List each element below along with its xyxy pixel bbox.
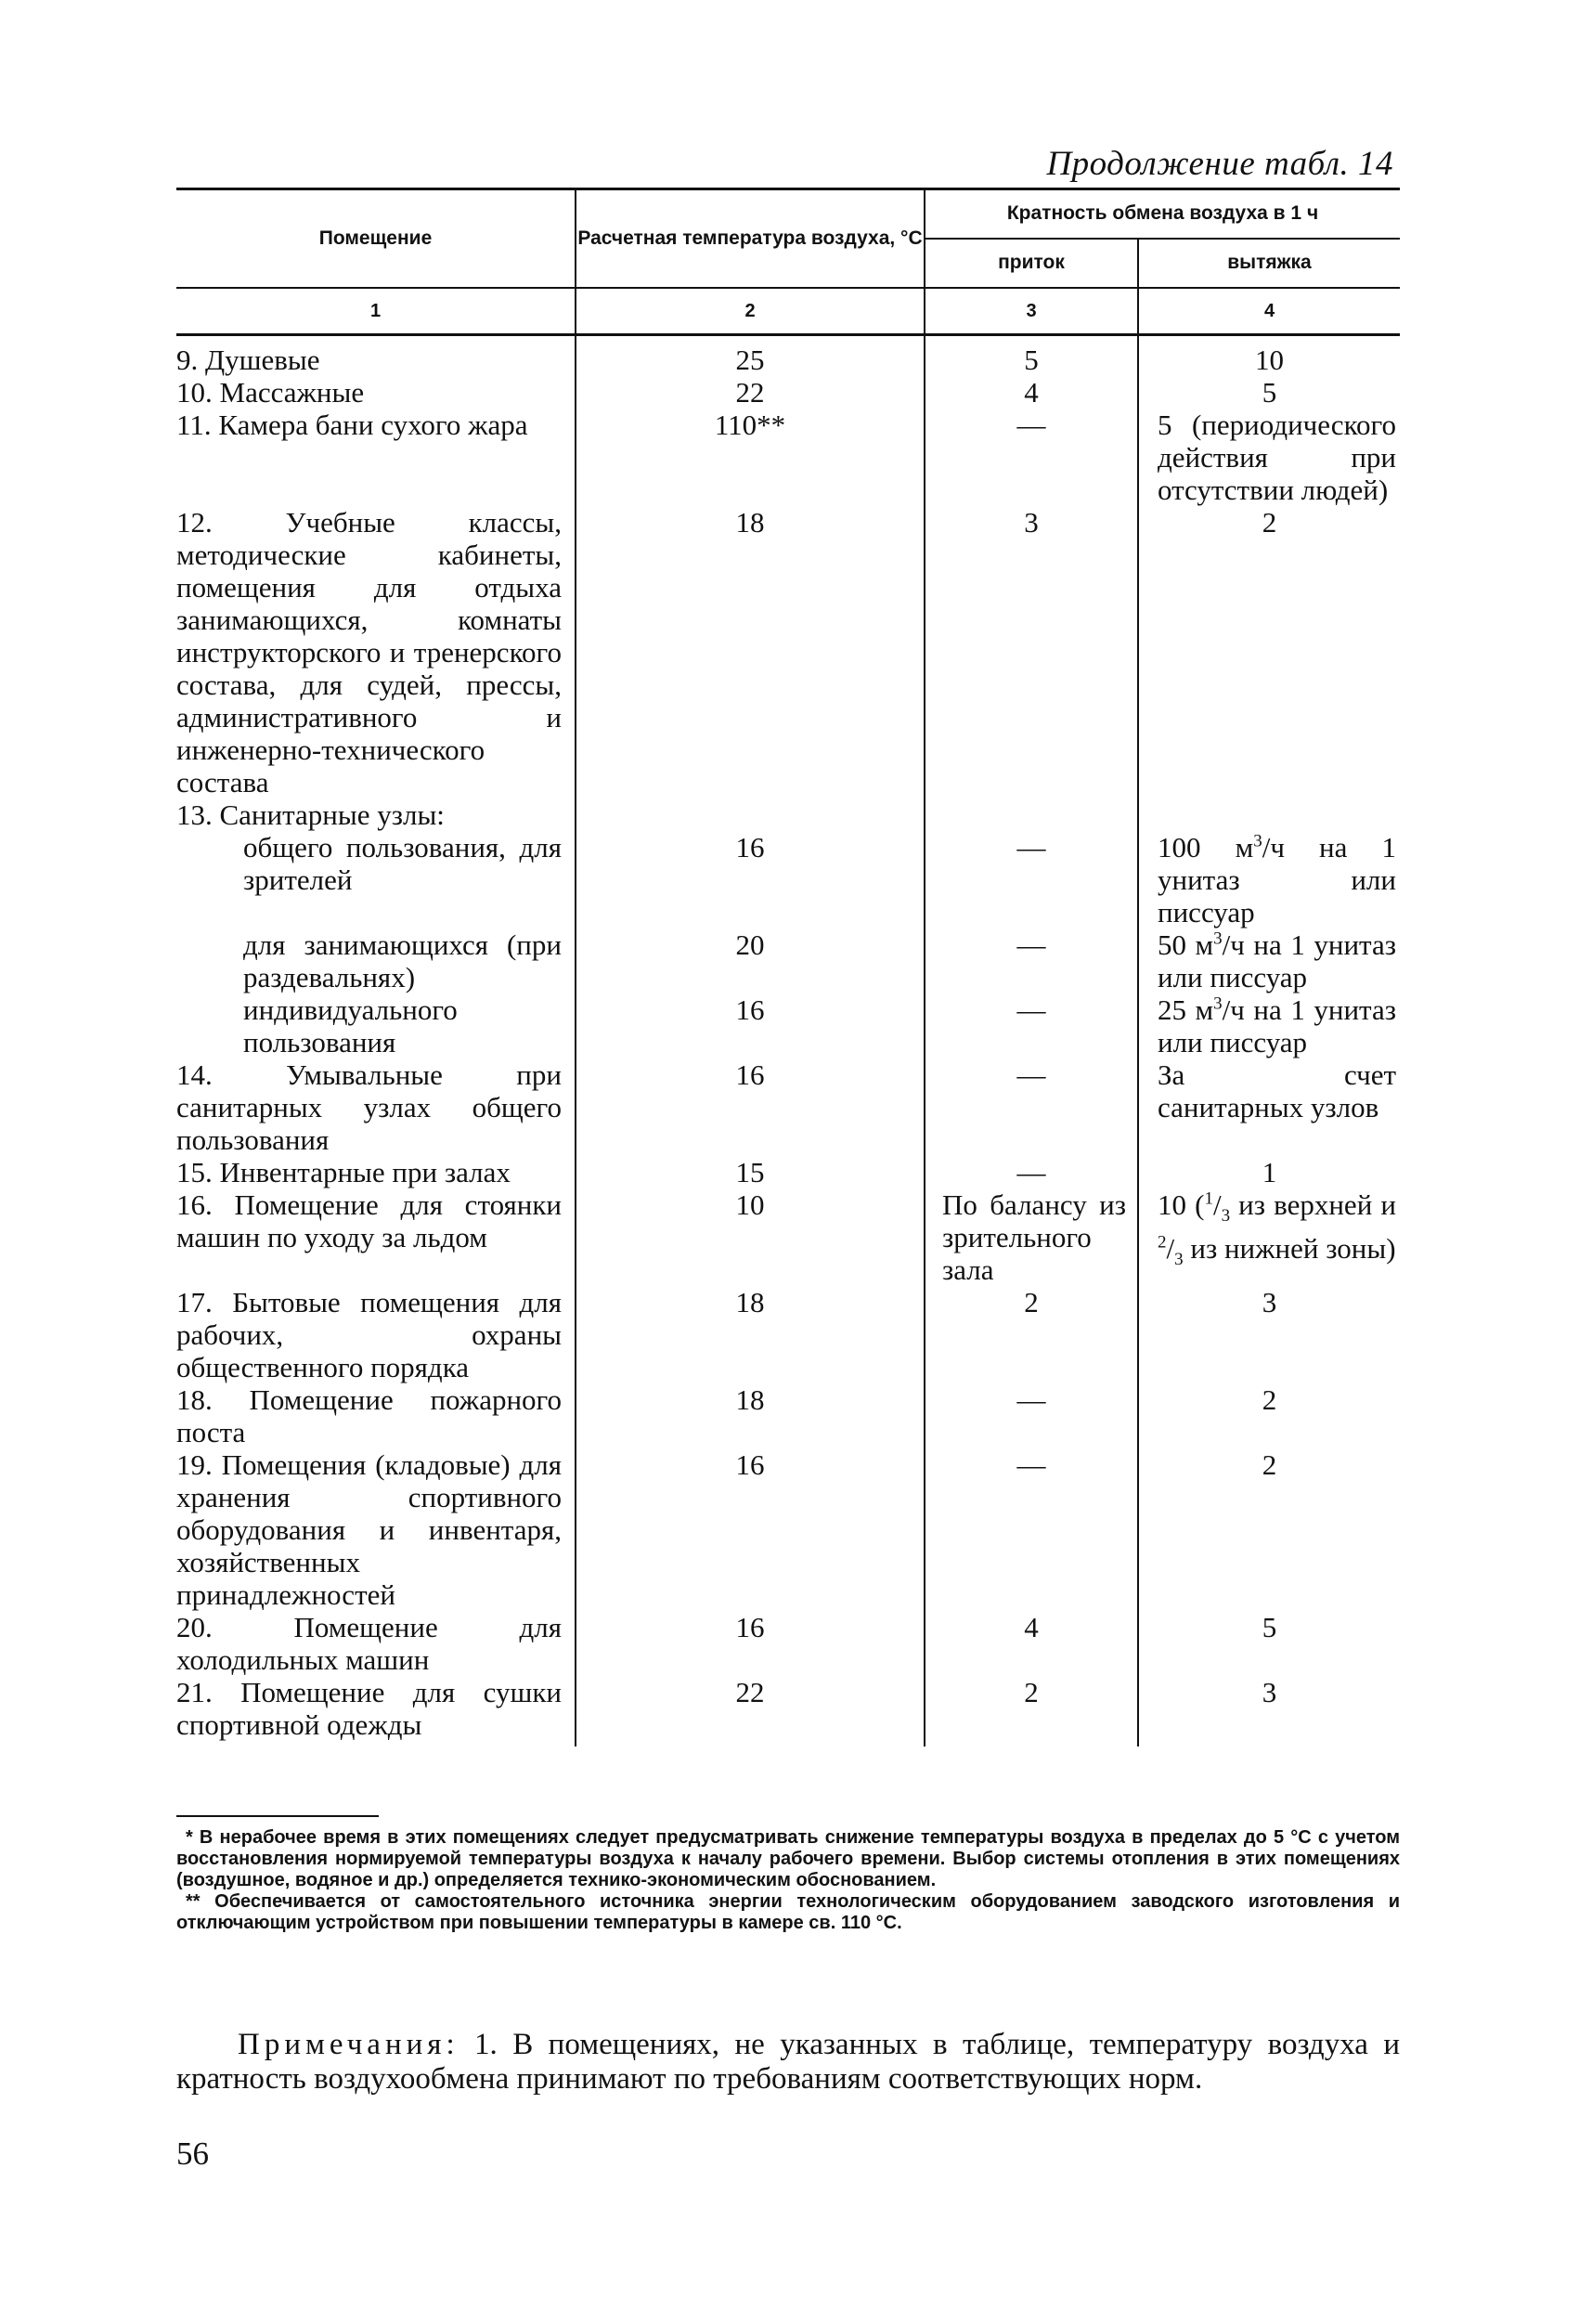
inflow-value: 2 [925, 1286, 1138, 1383]
inflow-value: — [925, 928, 1138, 993]
temperature-value: 16 [576, 1058, 925, 1156]
temperature-value: 110** [576, 409, 925, 506]
table-row [176, 1286, 1400, 1383]
room-name: 9. Душевые [176, 344, 320, 376]
exhaust-value: За счет санитарных узлов [1158, 1058, 1396, 1123]
temperature-value: 10 [576, 1188, 925, 1286]
inflow-value: 5 [925, 335, 1138, 377]
notes-text: 1. В помещениях, не указанных в таблице, температуру воздуха и кратность воздухообмена принимают по требованиям соответствующих норм. [176, 2028, 1400, 2096]
inflow-value: — [925, 993, 1138, 1058]
table-row [176, 993, 1400, 1058]
exhaust-value: 10 [1255, 344, 1284, 376]
inflow-value: 3 [925, 506, 1138, 798]
temperature-value: 25 [576, 335, 925, 377]
page-number: 56 [176, 2136, 209, 2172]
inflow-value: — [925, 1448, 1138, 1611]
inflow-value: 4 [925, 376, 1138, 409]
column-number: 2 [576, 288, 925, 335]
table-row [176, 376, 1400, 409]
temperature-value: 16 [576, 1611, 925, 1676]
header-inflow: приток [925, 239, 1138, 288]
table-continuation-label: Продолжение табл. 14 [1046, 145, 1393, 183]
room-name: 17. Бытовые помещения для рабочих, охраны общественного порядка [176, 1286, 562, 1383]
notes-label: Примечания: [238, 2028, 459, 2061]
exhaust-value: 25 $м^3/ч$ на 1 унитаз или писсуар [1158, 993, 1396, 1058]
inflow-value: По балансу из зрительного зала [925, 1188, 1138, 1286]
exhaust-value: 100 $м^3/ч$ на 1 унитаз или писсуар [1158, 831, 1396, 928]
exhaust-value: 3 [1262, 1286, 1277, 1318]
temperature-value: 16 [576, 1448, 925, 1611]
table-row [176, 1676, 1400, 1746]
table-row [176, 1448, 1400, 1611]
inflow-value: — [925, 1156, 1138, 1188]
temperature-value: 22 [576, 1676, 925, 1746]
column-number: 4 [1138, 288, 1400, 335]
exhaust-value: 50 $м^3/ч$ на 1 унитаз или писсуар [1158, 928, 1396, 993]
exhaust-value: 2 [1262, 1448, 1277, 1481]
column-number: 1 [176, 288, 576, 335]
room-name: 14. Умывальные при санитарных узлах общего пользования [176, 1058, 562, 1156]
table-row [176, 1156, 1400, 1188]
temperature-value: 18 [576, 506, 925, 798]
exhaust-value: 2 [1262, 506, 1277, 539]
temperature-value: 16 [576, 831, 925, 928]
room-name: 12. Учебные классы, методические кабинеты, помещения для отдыха занимающихся, комнаты инструкторского и тренерского состава, для судей, прессы, административного и инженерно-технического состава [176, 506, 562, 798]
temperature-value: 18 [576, 1383, 925, 1448]
table-row [176, 1058, 1400, 1156]
table-row [176, 506, 1400, 798]
room-name: 20. Помещение для холодильных машин [176, 1611, 562, 1676]
exhaust-value: 10 ($^1/_3$ из верхней и $^2/_3$ из нижней зоны) [1158, 1188, 1396, 1270]
temperature-value: 16 [576, 993, 925, 1058]
exhaust-value: 5 [1262, 376, 1277, 409]
header-air-exchange: Кратность обмена воздуха в 1 ч [925, 190, 1400, 239]
header-room: Помещение [176, 190, 576, 288]
table-row [176, 798, 1400, 831]
room-name: индивидуального пользования [243, 993, 458, 1058]
exhaust-value: 2 [1262, 1383, 1277, 1416]
footnotes [176, 1827, 1400, 1934]
room-name: общего пользования, для зрителей [243, 831, 562, 896]
table-row [176, 1383, 1400, 1448]
notes [176, 2028, 1400, 2097]
table-row [176, 409, 1400, 506]
exhaust-value: 5 (периодического действия при отсутствии людей) [1158, 409, 1396, 506]
inflow-value: — [925, 409, 1138, 506]
header-temperature: Расчетная температура воздуха, °С [576, 190, 925, 288]
temperature-value: 15 [576, 1156, 925, 1188]
temperature-value: 22 [576, 376, 925, 409]
table-row [176, 1188, 1400, 1286]
inflow-value: — [925, 1383, 1138, 1448]
room-name: 19. Помещения (кладовые) для хранения спортивного оборудования и инвентаря, хозяйственных принадлежностей [176, 1448, 562, 1611]
inflow-value: 2 [925, 1676, 1138, 1746]
header-exhaust: вытяжка [1138, 239, 1400, 288]
inflow-value: — [925, 831, 1138, 928]
table-row [176, 831, 1400, 928]
exhaust-value: 3 [1262, 1676, 1277, 1708]
inflow-value: — [925, 1058, 1138, 1156]
room-name: 18. Помещение пожарного поста [176, 1383, 562, 1448]
room-name: 11. Камера бани сухого жара [176, 409, 528, 441]
room-name: 15. Инвентарные при залах [176, 1156, 511, 1188]
exhaust-value: 5 [1262, 1611, 1277, 1643]
temperature-value: 18 [576, 1286, 925, 1383]
footnote: ** Обеспечивается от самостоятельного источника энергии технологическим оборудованием заводского изготовления и отключающим устройством при повышении температуры в камере св. 110 °С. [176, 1891, 1400, 1933]
room-name: 16. Помещение для стоянки машин по уходу за льдом [176, 1188, 562, 1253]
room-name: для занимающихся (при раздевальнях) [243, 928, 562, 993]
footnote-divider [176, 1815, 379, 1817]
room-name: 13. Санитарные узлы: [176, 798, 445, 831]
room-name: 21. Помещение для сушки спортивной одежды [176, 1676, 562, 1741]
temperature-value: 20 [576, 928, 925, 993]
exhaust-value: 1 [1262, 1156, 1277, 1188]
inflow-value: 4 [925, 1611, 1138, 1676]
footnote: * В нерабочее время в этих помещениях следует предусматривать снижение температуры воздуха в пределах до 5 °С с учетом восстановления нормируемой температуры воздуха к началу рабочего времени. Выбор системы отопления в этих помещениях (воздушное, водяное и др.) определяется технико-экономическим обоснованием. [176, 1827, 1400, 1890]
table-row [176, 335, 1400, 377]
table-row [176, 928, 1400, 993]
room-name: 10. Массажные [176, 376, 365, 409]
column-number: 3 [925, 288, 1138, 335]
table-row [176, 1611, 1400, 1676]
